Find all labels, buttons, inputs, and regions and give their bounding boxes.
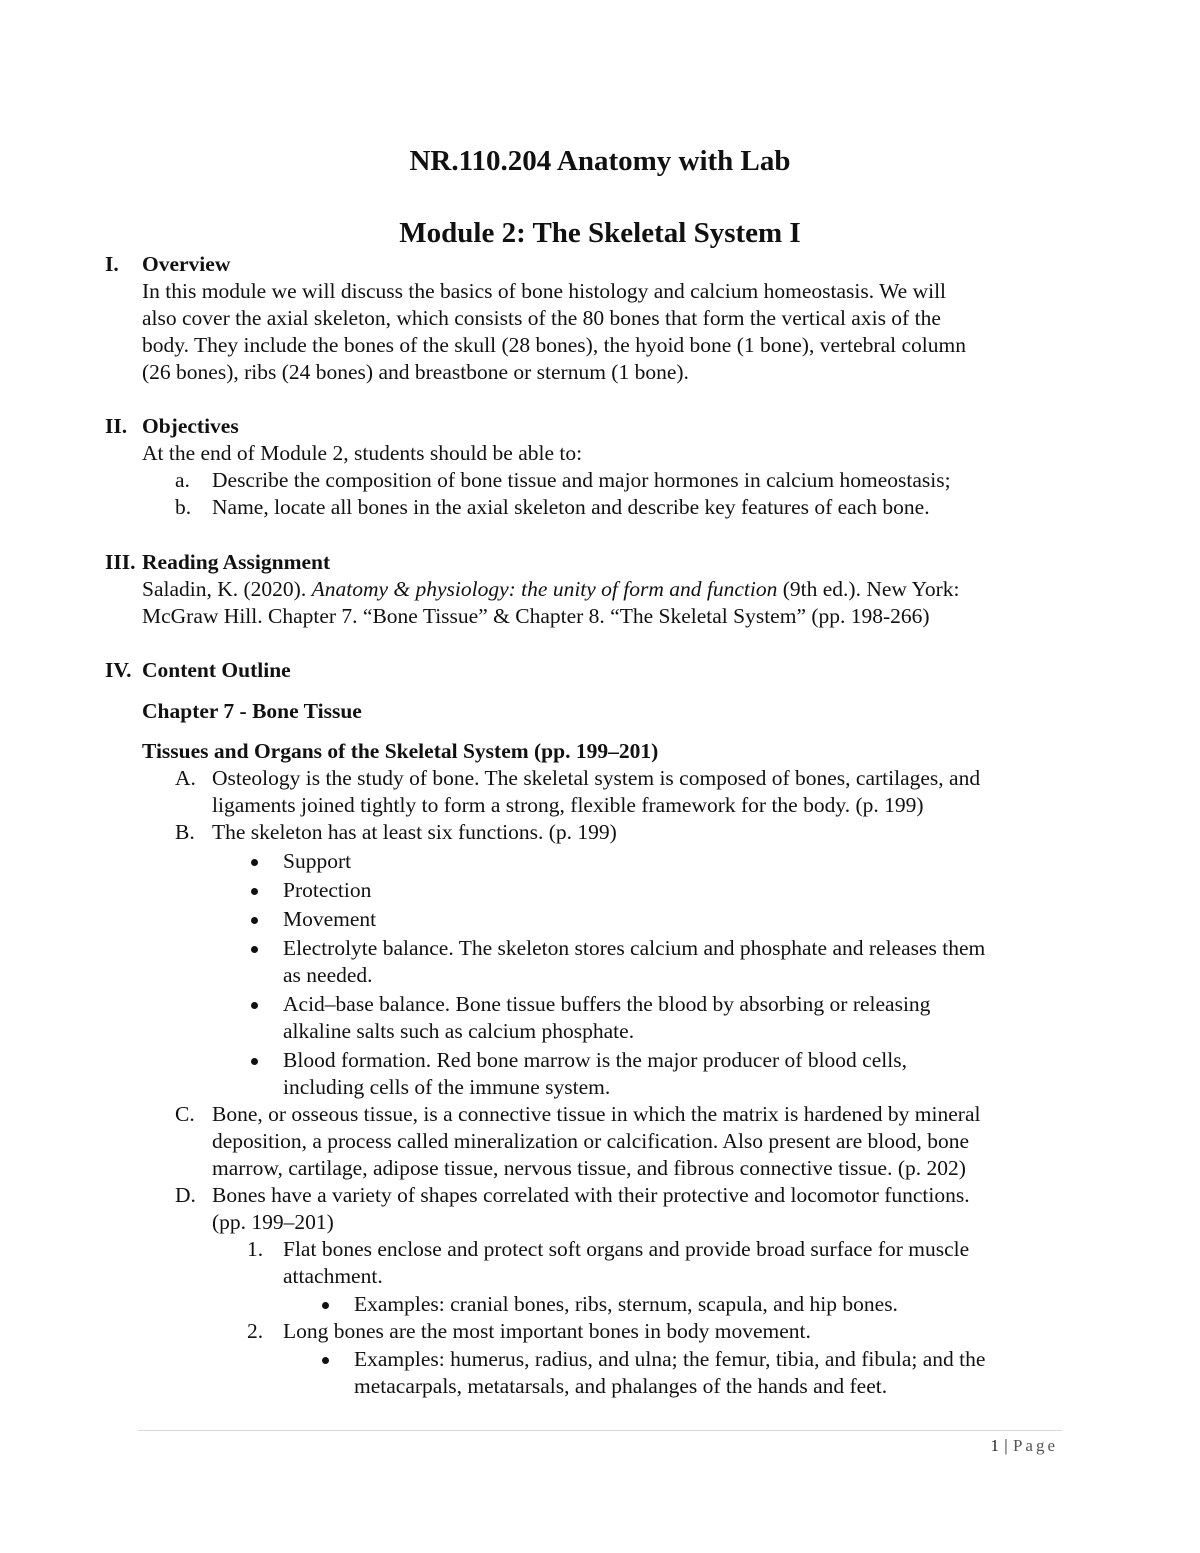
bullet-icon <box>251 917 258 924</box>
objective-item <box>175 467 1065 494</box>
outline-item-d2 <box>247 1318 1065 1345</box>
bullet-item <box>247 877 1065 904</box>
bullet-item <box>247 906 1065 933</box>
section-heading-text: Objectives <box>142 414 239 438</box>
section-number: IV. <box>105 658 132 682</box>
item-line: Osteology is the study of bone. The skeletal system is composed of bones, cartilages, and <box>212 766 981 790</box>
footer-separator: | <box>1004 1436 1009 1455</box>
bullet-text: as needed. <box>283 963 373 987</box>
section-number: III. <box>105 550 136 574</box>
item-line: Flat bones enclose and protect soft organs and provide broad surface for muscle <box>283 1237 970 1261</box>
bullet-icon <box>251 1058 258 1065</box>
outline-item-a <box>175 765 1065 819</box>
bullet-text: Protection <box>283 878 372 902</box>
document-title: NR.110.204 Anatomy with Lab <box>409 145 791 177</box>
item-line: (pp. 199–201) <box>212 1210 334 1234</box>
bullet-icon <box>322 1357 329 1364</box>
list-marker: a. <box>175 468 190 492</box>
bullet-text: Support <box>283 849 352 873</box>
list-marker: B. <box>175 820 195 844</box>
bullet-text: Acid–base balance. Bone tissue buffers the blood by absorbing or releasing <box>283 992 931 1016</box>
bullet-text: metacarpals, metatarsals, and phalanges of the hands and feet. <box>354 1374 888 1398</box>
bullet-item <box>247 935 1065 989</box>
section-heading-text: Content Outline <box>142 658 291 682</box>
paragraph-line: also cover the axial skeleton, which consists of the 80 bones that form the vertical axis of the <box>142 306 941 330</box>
list-marker: 2. <box>247 1319 264 1343</box>
bullet-text: including cells of the immune system. <box>283 1075 611 1099</box>
module-title: Module 2: The Skeletal System I <box>399 217 801 249</box>
outline-item-b <box>175 819 1065 846</box>
list-marker: A. <box>175 766 196 790</box>
section-overview <box>105 251 1065 386</box>
bullet-text: Examples: cranial bones, ribs, sternum, scapula, and hip bones. <box>354 1292 898 1316</box>
bullet-item <box>247 848 1065 875</box>
list-marker: b. <box>175 495 192 519</box>
bullet-text: Blood formation. Red bone marrow is the major producer of blood cells, <box>283 1048 907 1072</box>
citation-author: Saladin, K. (2020). <box>142 577 312 601</box>
citation-line: McGraw Hill. Chapter 7. “Bone Tissue” & Chapter 8. “The Skeletal System” (pp. 198-266) <box>142 604 930 628</box>
bullet-icon <box>251 888 258 895</box>
section-number: I. <box>105 252 119 276</box>
paragraph-line: In this module we will discuss the basics of bone histology and calcium homeostasis. We will <box>142 279 947 303</box>
bullet-icon <box>251 946 258 953</box>
item-line: attachment. <box>283 1264 383 1288</box>
item-line: marrow, cartilage, adipose tissue, nervous tissue, and fibrous connective tissue. (p. 202) <box>212 1156 966 1180</box>
overview-heading <box>105 251 1065 278</box>
bullet-item <box>247 1047 1065 1101</box>
bullet-icon <box>251 1002 258 1009</box>
bullet-text: Electrolyte balance. The skeleton stores calcium and phosphate and releases them <box>283 936 986 960</box>
item-line: Bones have a variety of shapes correlated with their protective and locomotor functions. <box>212 1183 970 1207</box>
outline-item-d <box>175 1182 1065 1236</box>
bullet-icon <box>251 859 258 866</box>
outline-item-d1 <box>247 1236 1065 1290</box>
content-heading <box>105 657 1065 684</box>
bullet-text: alkaline salts such as calcium phosphate. <box>283 1019 635 1043</box>
section-reading <box>105 549 1065 630</box>
page-label: Page <box>1012 1436 1058 1455</box>
item-line: ligaments joined tightly to form a strong, flexible framework for the body. (p. 199) <box>212 793 924 817</box>
citation-book-title: Anatomy & physiology: the unity of form and function <box>311 577 778 601</box>
objectives-heading <box>105 413 1065 440</box>
section-heading-text: Reading Assignment <box>142 550 331 574</box>
list-marker: 1. <box>247 1237 264 1261</box>
topic-heading: Tissues and Organs of the Skeletal System (pp. 199–201) <box>142 739 659 763</box>
paragraph-line: body. They include the bones of the skull (28 bones), the hyoid bone (1 bone), vertebral column <box>142 333 966 357</box>
reading-citation <box>142 576 1065 630</box>
outline-item-c <box>175 1101 1065 1182</box>
bullet-text: Movement <box>283 907 377 931</box>
bullet-text: Examples: humerus, radius, and ulna; the femur, tibia, and fibula; and the <box>354 1347 986 1371</box>
chapter-heading: Chapter 7 - Bone Tissue <box>142 699 362 723</box>
footer-divider <box>138 1430 1062 1431</box>
section-content-outline <box>105 657 1065 1400</box>
list-marker: D. <box>175 1183 196 1207</box>
bullet-item <box>247 991 1065 1045</box>
item-line: Long bones are the most important bones in body movement. <box>283 1319 811 1343</box>
objective-text: Describe the composition of bone tissue and major hormones in calcium homeostasis; <box>212 468 951 492</box>
bullet-item <box>318 1291 1065 1318</box>
page-number: 1 <box>990 1436 1000 1455</box>
citation-line <box>142 576 1065 603</box>
item-line: deposition, a process called mineralization or calcification. Also present are blood, bone <box>212 1129 970 1153</box>
section-objectives <box>105 413 1065 521</box>
section-heading-text: Overview <box>142 252 231 276</box>
objective-text: Name, locate all bones in the axial skeleton and describe key features of each bone. <box>212 495 930 519</box>
list-marker: C. <box>175 1102 195 1126</box>
bullet-icon <box>322 1302 329 1309</box>
paragraph-line: (26 bones), ribs (24 bones) and breastbone or sternum (1 bone). <box>142 360 689 384</box>
citation-edition: (9th ed.). New York: <box>777 577 960 601</box>
objectives-intro: At the end of Module 2, students should be able to: <box>142 441 583 465</box>
objective-item <box>175 494 1065 521</box>
reading-heading <box>105 549 1065 576</box>
page-footer <box>991 1436 1058 1456</box>
overview-paragraph <box>142 278 1065 386</box>
bullet-item <box>318 1346 1065 1400</box>
item-line: The skeleton has at least six functions. (p. 199) <box>212 820 617 844</box>
section-number: II. <box>105 414 128 438</box>
item-line: Bone, or osseous tissue, is a connective tissue in which the matrix is hardened by mineral <box>212 1102 981 1126</box>
